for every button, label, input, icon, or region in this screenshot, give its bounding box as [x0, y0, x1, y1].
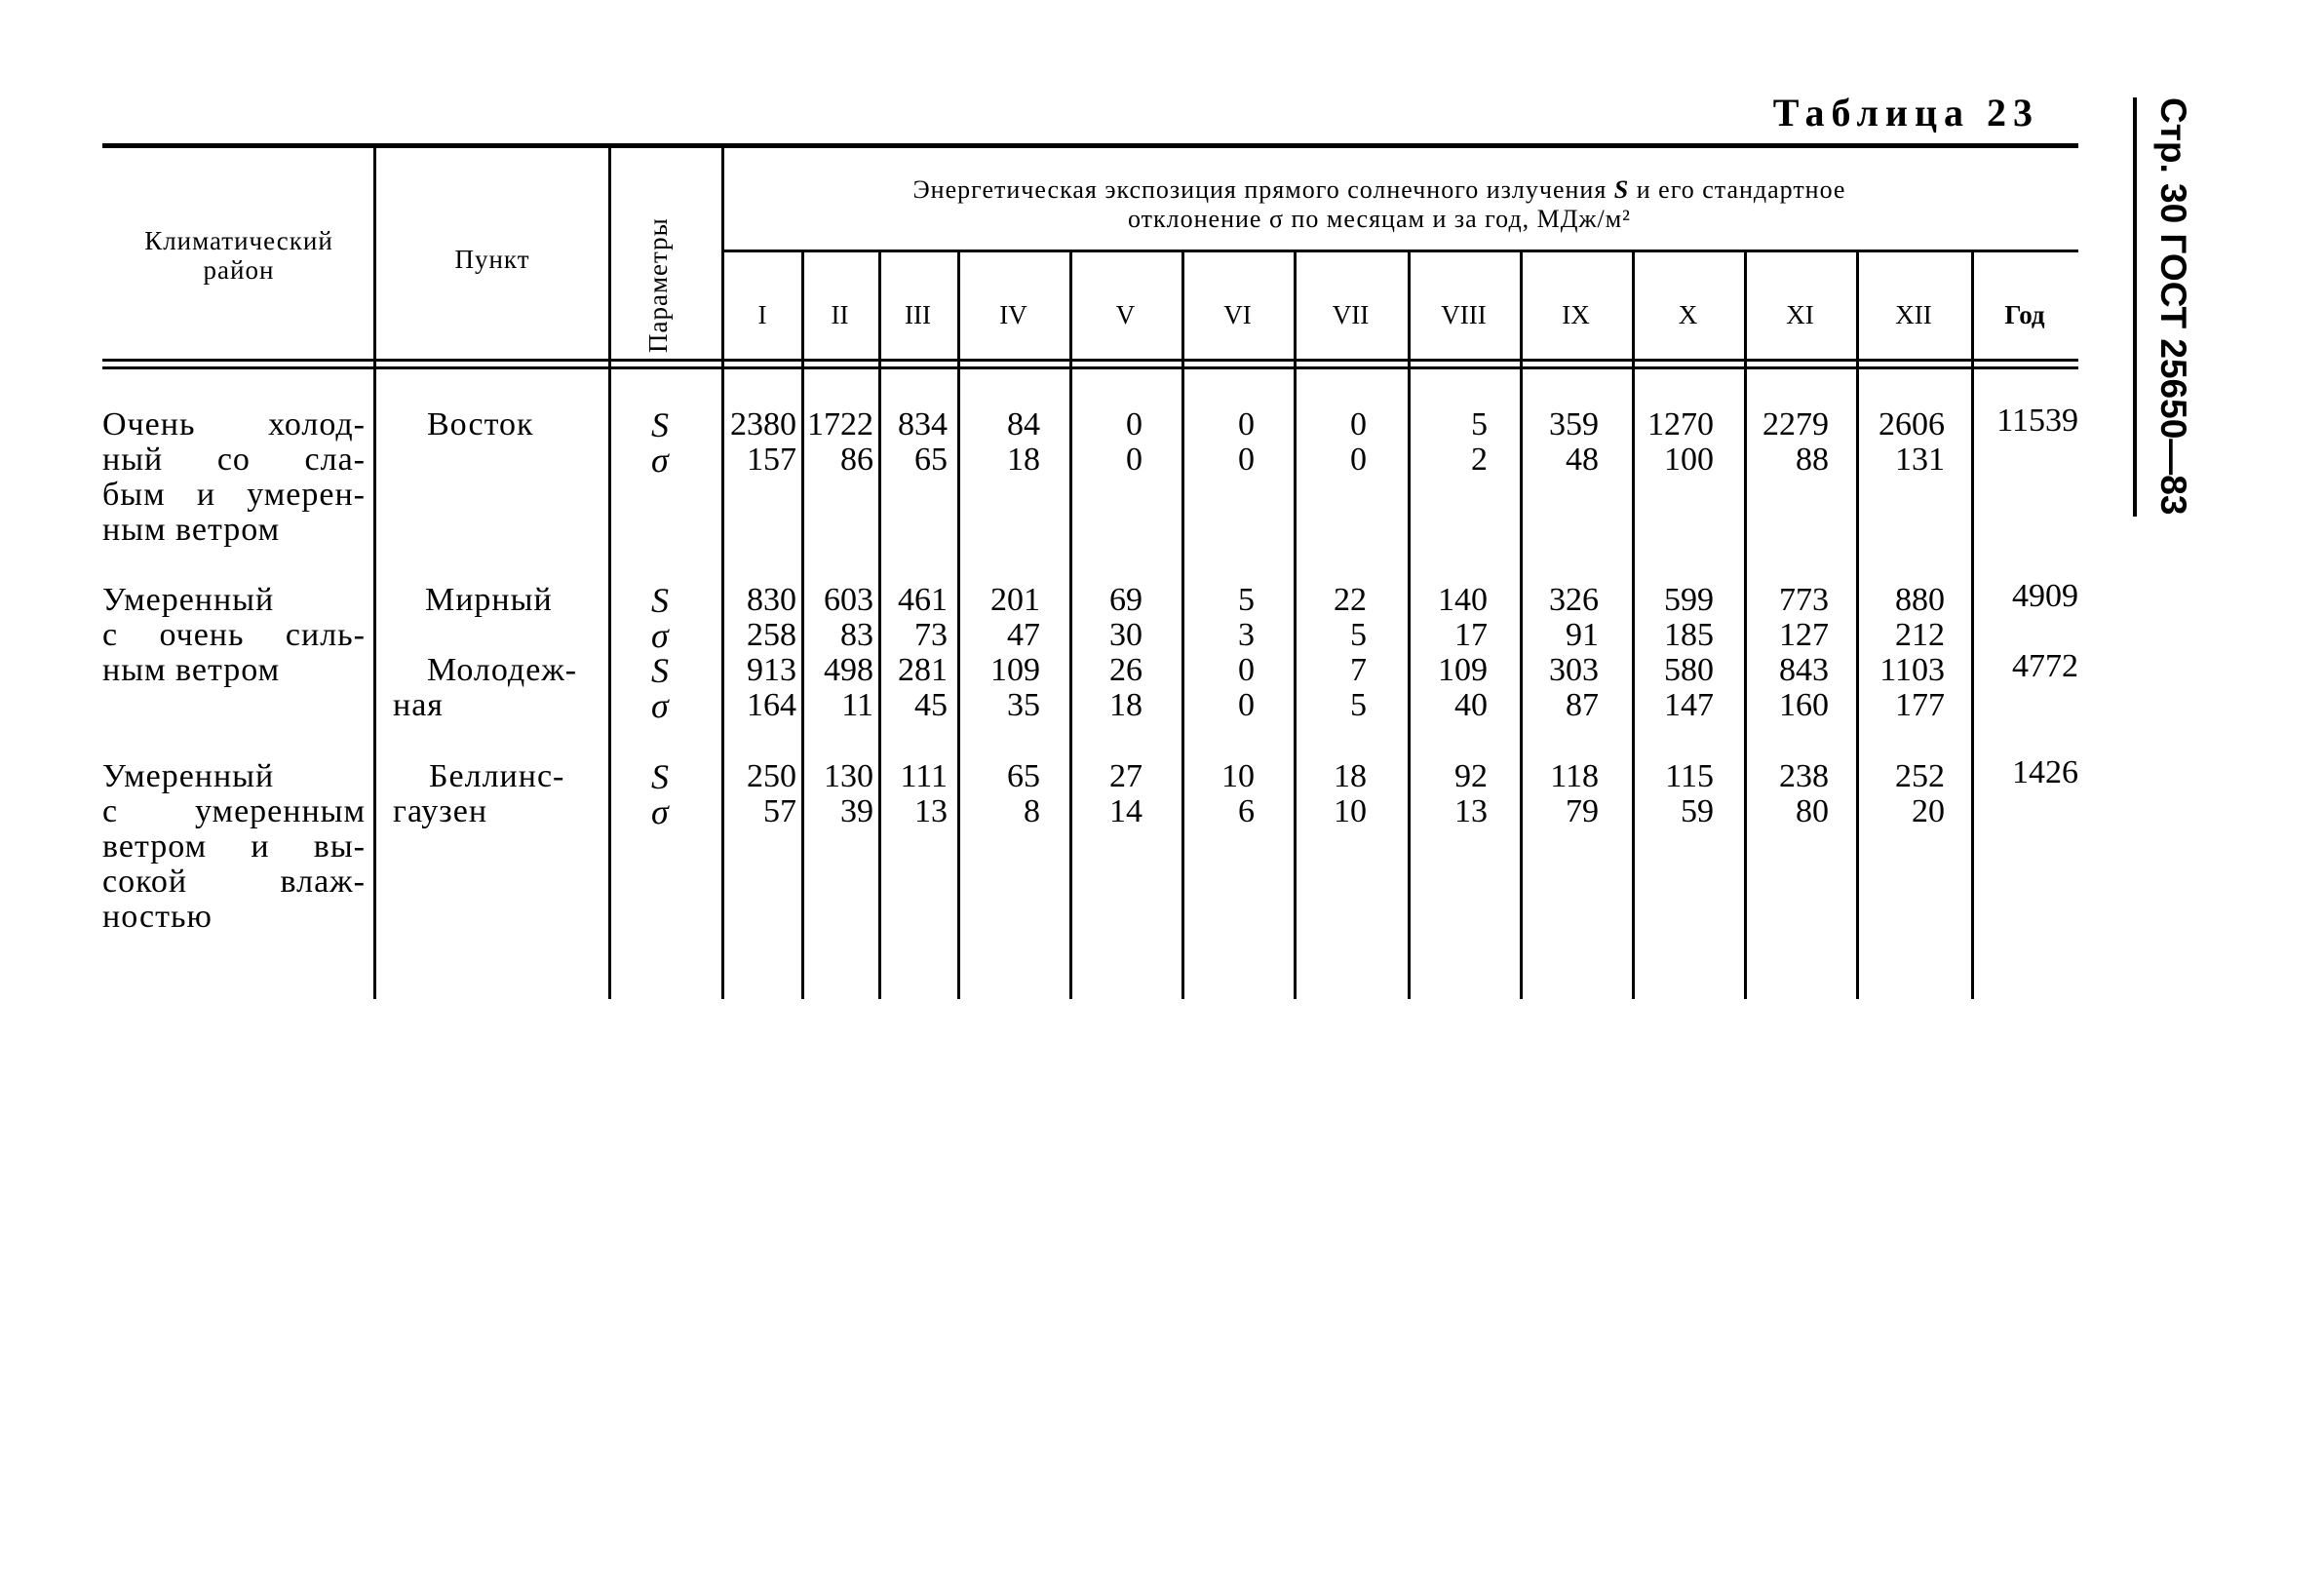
value-cell: 164	[747, 687, 796, 723]
year-value: 1426	[2012, 754, 2078, 790]
region-line: с очень силь-	[102, 617, 366, 653]
value-cell: 87	[1566, 687, 1599, 723]
param-symbol: σ	[651, 441, 669, 480]
value-cell: 913	[747, 652, 796, 688]
value-cell: 13	[914, 793, 948, 829]
place-name: Молодеж-	[427, 652, 578, 688]
year-value: 11539	[1996, 403, 2078, 439]
value-cell: 830	[747, 582, 796, 618]
month-header: V	[1115, 300, 1136, 329]
value-cell: 834	[898, 406, 948, 442]
group-caption-line-1	[731, 175, 2028, 205]
value-cell: 26	[1109, 652, 1143, 688]
month-header: XII	[1895, 300, 1932, 329]
group-caption-text-2b: по месяцам и за год, МДж/м²	[1291, 205, 1631, 233]
month-header: IX	[1562, 300, 1590, 329]
value-cell: 0	[1126, 442, 1143, 478]
header-place: Пункт	[454, 245, 530, 274]
value-cell: 7	[1350, 652, 1367, 688]
group-caption	[731, 175, 2028, 234]
value-cell: 88	[1796, 442, 1829, 478]
value-cell: 73	[914, 617, 948, 653]
region-line: бым и умерен-	[102, 477, 366, 513]
param-symbol: σ	[651, 616, 669, 655]
value-cell: 83	[840, 617, 873, 653]
side-rule	[2133, 97, 2137, 517]
value-cell: 18	[1334, 758, 1367, 794]
value-cell: 10	[1221, 758, 1255, 794]
value-cell: 47	[1007, 617, 1040, 653]
value-cell: 140	[1438, 582, 1488, 618]
value-cell: 80	[1796, 793, 1829, 829]
param-symbol: S	[651, 405, 669, 444]
value-cell: 130	[824, 758, 873, 794]
value-cell: 599	[1664, 582, 1714, 618]
value-cell: 84	[1007, 406, 1040, 442]
value-cell: 303	[1549, 652, 1599, 688]
table-title: Таблица 23	[1772, 91, 2039, 135]
value-cell: 10	[1334, 793, 1367, 829]
value-cell: 1270	[1647, 406, 1714, 442]
value-cell: 27	[1109, 758, 1143, 794]
value-cell: 0	[1238, 442, 1255, 478]
value-cell: 91	[1566, 617, 1599, 653]
value-cell: 326	[1549, 582, 1599, 618]
vline-place-param	[608, 148, 611, 999]
value-cell: 22	[1334, 582, 1367, 618]
value-cell: 212	[1895, 617, 1945, 653]
value-cell: 157	[747, 442, 796, 478]
vline-param-values	[721, 148, 724, 999]
month-header: II	[831, 300, 849, 329]
value-cell: 11	[841, 687, 873, 723]
region-line: с умеренным	[102, 793, 366, 829]
region-line: Умеренный	[102, 582, 275, 618]
value-cell: 118	[1550, 758, 1599, 794]
month-header: VIII	[1441, 300, 1487, 329]
value-cell: 20	[1912, 793, 1945, 829]
value-cell: 48	[1566, 442, 1599, 478]
value-cell: 5	[1350, 687, 1367, 723]
month-header: VII	[1332, 300, 1370, 329]
value-cell: 100	[1664, 442, 1714, 478]
value-cell: 603	[824, 582, 873, 618]
value-cell: 2	[1471, 442, 1488, 478]
value-cell: 880	[1895, 582, 1945, 618]
value-cell: 86	[840, 442, 873, 478]
value-cell: 2606	[1879, 406, 1945, 442]
month-header: III	[905, 300, 931, 329]
value-cell: 0	[1238, 687, 1255, 723]
value-cell: 45	[914, 687, 948, 723]
group-caption-rule	[723, 250, 2078, 252]
value-cell: 8	[1024, 793, 1040, 829]
value-cell: 0	[1238, 652, 1255, 688]
value-cell: 79	[1566, 793, 1599, 829]
region-line: ный со сла-	[102, 442, 366, 478]
param-symbol: S	[651, 757, 669, 796]
value-cell: 65	[914, 442, 948, 478]
value-cell: 65	[1007, 758, 1040, 794]
month-header: XI	[1786, 300, 1814, 329]
value-cell: 57	[763, 793, 796, 829]
value-cell: 17	[1454, 617, 1488, 653]
value-cell: 5	[1238, 582, 1255, 618]
value-cell: 5	[1350, 617, 1367, 653]
value-cell: 35	[1007, 687, 1040, 723]
value-cell: 147	[1664, 687, 1714, 723]
place-name: Восток	[427, 406, 534, 442]
value-cell: 18	[1109, 687, 1143, 723]
vline-region-place	[373, 148, 376, 999]
group-caption-symbol-sigma: σ	[1268, 205, 1284, 233]
region-line: ветром и вы-	[102, 828, 366, 865]
value-cell: 40	[1454, 687, 1488, 723]
value-cell: 30	[1109, 617, 1143, 653]
value-cell: 127	[1779, 617, 1829, 653]
month-header: IV	[999, 300, 1027, 329]
value-cell: 131	[1895, 442, 1945, 478]
value-cell: 5	[1471, 406, 1488, 442]
value-cell: 160	[1779, 687, 1829, 723]
value-cell: 115	[1665, 758, 1714, 794]
vline-month-12	[1971, 252, 1974, 999]
region-line: Умеренный	[102, 758, 275, 794]
value-cell: 69	[1109, 582, 1143, 618]
value-cell: 3	[1238, 617, 1255, 653]
region-line: ным ветром	[102, 512, 281, 548]
region-line: Очень холод-	[102, 406, 366, 442]
value-cell: 185	[1664, 617, 1714, 653]
month-header: I	[757, 300, 767, 329]
value-cell: 109	[1438, 652, 1488, 688]
value-cell: 2380	[730, 406, 796, 442]
value-cell: 2279	[1762, 406, 1829, 442]
group-caption-text-2a: отклонение	[1128, 205, 1262, 233]
month-header: X	[1678, 300, 1698, 329]
value-cell: 18	[1007, 442, 1040, 478]
side-header	[2145, 97, 2203, 526]
value-cell: 359	[1549, 406, 1599, 442]
year-header: Год	[2004, 300, 2045, 329]
param-symbol: σ	[651, 792, 669, 831]
value-cell: 773	[1779, 582, 1829, 618]
value-cell: 6	[1238, 793, 1255, 829]
value-cell: 0	[1350, 442, 1367, 478]
place-name: гаузен	[393, 793, 488, 829]
value-cell: 580	[1664, 652, 1714, 688]
header-double-rule-1	[102, 359, 2078, 362]
value-cell: 0	[1238, 406, 1255, 442]
value-cell: 0	[1350, 406, 1367, 442]
header-region: Климатический район	[144, 226, 333, 285]
value-cell: 1103	[1879, 652, 1945, 688]
param-symbol: S	[651, 651, 669, 690]
month-header: VI	[1223, 300, 1252, 329]
param-symbol: σ	[651, 686, 669, 725]
group-caption-symbol-s: S	[1613, 175, 1630, 204]
value-cell: 461	[898, 582, 948, 618]
year-value: 4909	[2012, 578, 2078, 614]
region-line: ностью	[102, 899, 213, 935]
param-symbol: S	[651, 581, 669, 620]
value-cell: 109	[990, 652, 1040, 688]
top-rule	[102, 143, 2078, 148]
year-value: 4772	[2012, 648, 2078, 684]
value-cell: 92	[1454, 758, 1488, 794]
value-cell: 498	[824, 652, 873, 688]
value-cell: 14	[1109, 793, 1143, 829]
header-double-rule-2	[102, 366, 2078, 369]
value-cell: 13	[1454, 793, 1488, 829]
region-line: сокой влаж-	[102, 864, 366, 900]
value-cell: 843	[1779, 652, 1829, 688]
place-name: ная	[393, 687, 444, 723]
place-name: Мирный	[425, 582, 553, 618]
value-cell: 238	[1779, 758, 1829, 794]
value-cell: 59	[1681, 793, 1714, 829]
value-cell: 201	[990, 582, 1040, 618]
value-cell: 39	[840, 793, 873, 829]
value-cell: 252	[1895, 758, 1945, 794]
side-header-text: Стр. 30 ГОСТ 25650—83	[2153, 97, 2193, 516]
region-line: ным ветром	[102, 652, 281, 688]
value-cell: 0	[1126, 406, 1143, 442]
header-params: Параметры	[643, 217, 673, 353]
value-cell: 1722	[807, 406, 873, 442]
group-caption-text-1a: Энергетическая экспозиция прямого солнечного излучения	[912, 175, 1607, 204]
group-caption-line-2	[731, 205, 2028, 234]
place-name: Беллинс-	[429, 758, 565, 794]
value-cell: 258	[747, 617, 796, 653]
value-cell: 281	[898, 652, 948, 688]
value-cell: 177	[1895, 687, 1945, 723]
value-cell: 111	[900, 758, 948, 794]
value-cell: 250	[747, 758, 796, 794]
group-caption-text-1b: и его стандартное	[1636, 175, 1846, 204]
